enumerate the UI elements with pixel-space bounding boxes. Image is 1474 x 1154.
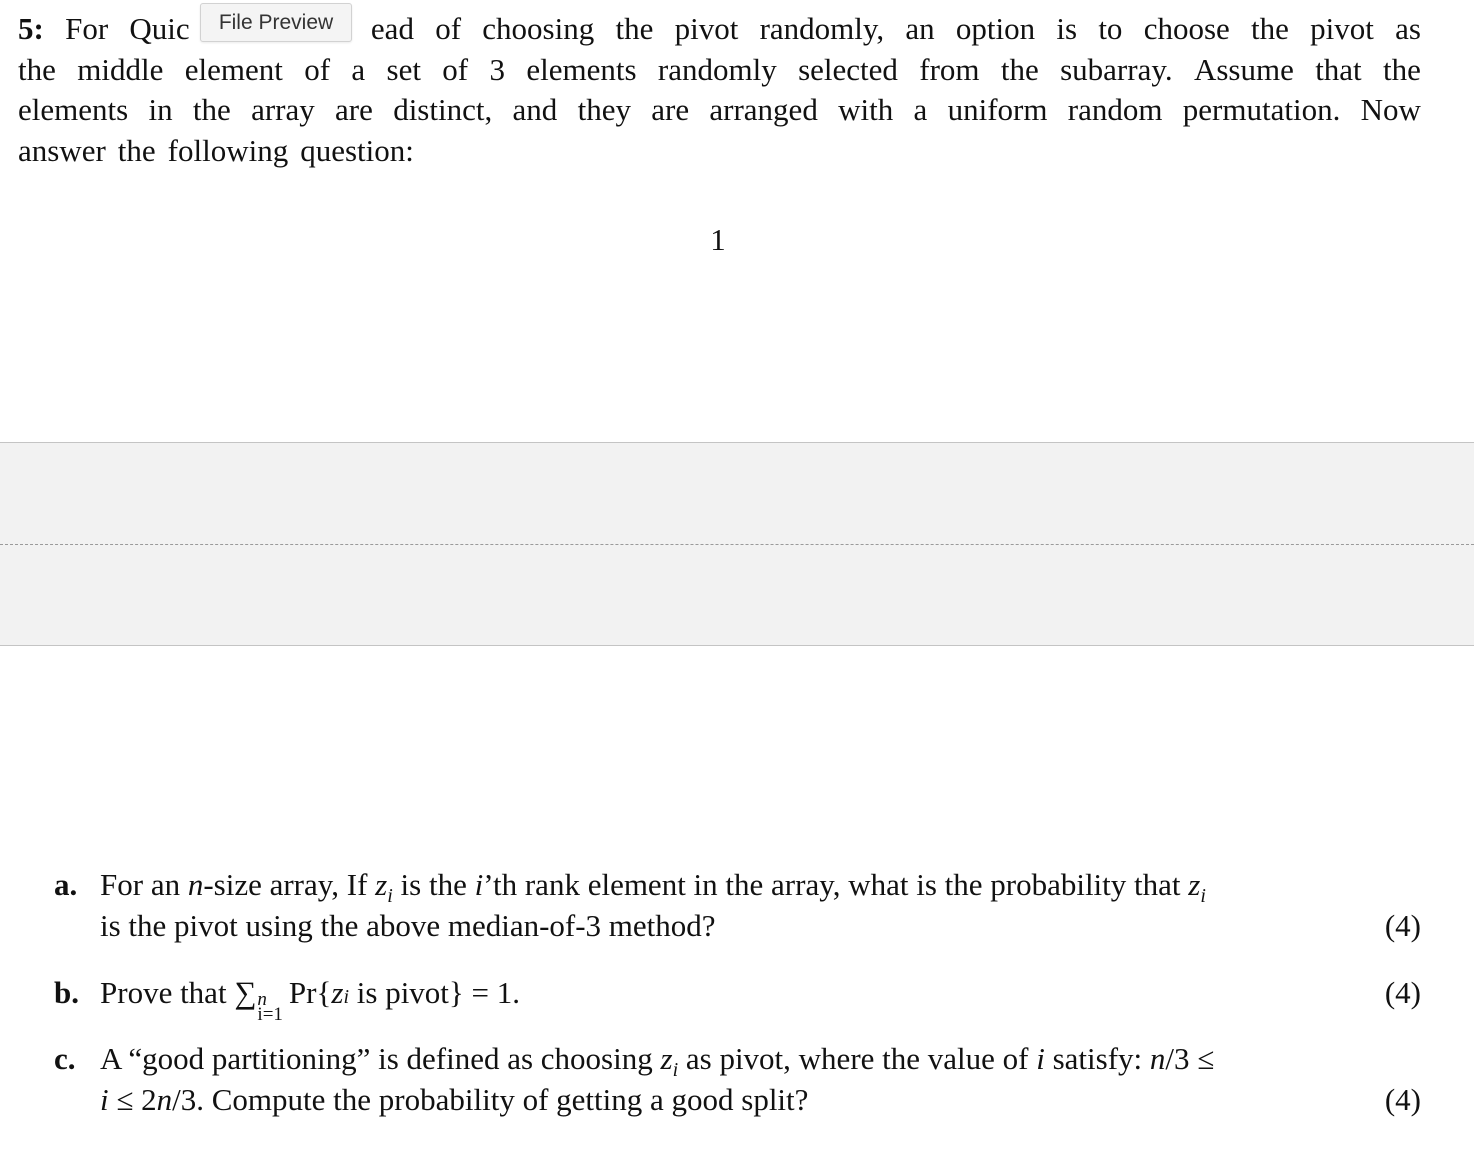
word: and xyxy=(512,92,558,127)
word: set xyxy=(386,51,421,87)
math-n: n xyxy=(187,867,204,902)
question-c-line-2 xyxy=(100,1082,1421,1123)
word: of xyxy=(442,51,469,87)
text: /3. Compute the probability of getting a good split? xyxy=(172,1082,809,1117)
question-c-marks: (4) xyxy=(1384,1082,1421,1117)
math-z: z xyxy=(1188,867,1201,902)
word: arranged xyxy=(709,92,818,127)
word: Quic xyxy=(129,11,190,46)
question-b-line xyxy=(100,975,1421,1025)
word: selected xyxy=(798,51,898,87)
page-break-gap xyxy=(0,442,1474,646)
word: the xyxy=(615,11,654,46)
word: middle xyxy=(77,51,164,87)
question-c-text-2 xyxy=(100,1082,808,1118)
text: A “good partitioning” is defined as choosing xyxy=(100,1041,661,1076)
math-z: z xyxy=(375,867,388,902)
text: -size array, If xyxy=(203,867,376,902)
word: subarray. xyxy=(1060,51,1173,87)
word: to xyxy=(1098,11,1123,46)
text: Pr{ xyxy=(288,975,332,1010)
math-sub-i: i xyxy=(343,986,350,1008)
word: following xyxy=(167,132,289,168)
text: satisfy: xyxy=(1044,1041,1150,1076)
math-sub-i: i xyxy=(672,1059,679,1082)
word: the xyxy=(192,92,231,127)
word: the xyxy=(18,51,56,87)
word: permutation. xyxy=(1182,92,1341,127)
word: from xyxy=(919,51,980,87)
text: is pivot} = 1. xyxy=(349,975,521,1010)
word: elements xyxy=(526,51,637,87)
word: randomly, xyxy=(759,11,885,46)
word: random xyxy=(1067,92,1163,127)
question-b-label: b. xyxy=(54,975,79,1010)
word: pivot xyxy=(1310,11,1374,46)
word: choosing xyxy=(482,11,595,46)
question-c-text-1 xyxy=(100,1041,1214,1082)
math-n: n xyxy=(156,1082,173,1117)
question-a xyxy=(54,867,1421,949)
question-a-marks: (4) xyxy=(1384,908,1421,943)
word: is xyxy=(1056,11,1078,46)
word: pivot xyxy=(674,11,739,46)
word: element xyxy=(184,51,283,87)
summation-limits xyxy=(257,989,283,1025)
question-b-text xyxy=(100,975,521,1025)
page-number: 1 xyxy=(710,222,726,257)
word: uniform xyxy=(947,92,1048,127)
word: the xyxy=(1000,51,1039,87)
problem-line-4 xyxy=(18,131,1421,172)
page-break-divider xyxy=(0,544,1474,545)
problem-line-2 xyxy=(18,50,1421,91)
word: the xyxy=(1383,51,1421,87)
word: array xyxy=(251,92,315,127)
word: Now xyxy=(1360,92,1421,127)
document-page-upper xyxy=(0,0,1474,442)
question-a-line-2 xyxy=(100,908,1421,949)
word: 3 xyxy=(489,51,505,87)
text: For an xyxy=(100,867,188,902)
word: the xyxy=(1251,11,1289,46)
word: ead xyxy=(370,11,414,46)
word: choose xyxy=(1143,11,1230,46)
text: ≤ 2 xyxy=(108,1082,157,1117)
file-preview-tooltip: File Preview xyxy=(200,3,352,42)
math-sub-i: i xyxy=(1200,885,1206,908)
word: a xyxy=(913,92,928,127)
question-a-text-2: is the pivot using the above median-of-3 method? xyxy=(100,908,716,943)
question-a-line-1 xyxy=(100,867,1421,908)
question-b-marks: (4) xyxy=(1384,975,1421,1010)
math-n: n xyxy=(1149,1041,1166,1076)
word: elements xyxy=(18,92,129,127)
text: is the xyxy=(392,867,475,902)
question-b xyxy=(54,975,1421,1025)
question-list xyxy=(54,867,1421,1123)
text: as pivot, where the value of xyxy=(678,1041,1037,1076)
word: that xyxy=(1315,51,1362,87)
word: Assume xyxy=(1193,51,1294,87)
word: randomly xyxy=(657,51,777,87)
math-z: z xyxy=(660,1041,673,1076)
text: Prove that xyxy=(100,975,235,1010)
word: question: xyxy=(300,132,414,168)
math-i: i xyxy=(1036,1041,1045,1076)
word: they xyxy=(577,92,631,127)
text: ’th rank element in the array, what is the probability that xyxy=(483,867,1189,902)
question-c-line-1 xyxy=(100,1041,1421,1082)
word: are xyxy=(651,92,690,127)
word: of xyxy=(304,51,331,87)
word: For xyxy=(65,11,109,46)
sum-lower: i=1 xyxy=(257,1004,283,1025)
math-i: i xyxy=(474,867,484,902)
sum-upper: n xyxy=(257,989,267,1010)
word: answer xyxy=(18,132,106,168)
word: of xyxy=(435,11,462,46)
question-c-label: c. xyxy=(54,1041,76,1076)
word: a xyxy=(351,51,366,87)
word: in xyxy=(148,92,173,127)
word: an xyxy=(905,11,935,46)
summation-symbol: ∑ xyxy=(234,975,257,1010)
math-z: z xyxy=(331,975,344,1010)
problem-number: 5: xyxy=(18,11,44,46)
question-a-label: a. xyxy=(54,867,78,902)
question-a-text-1 xyxy=(100,867,1206,908)
word: as xyxy=(1395,11,1421,46)
word: the xyxy=(117,132,156,168)
math-i: i xyxy=(100,1082,109,1117)
word: are xyxy=(335,92,373,127)
word: with xyxy=(838,92,894,127)
word: distinct, xyxy=(393,92,493,127)
question-c xyxy=(54,1041,1421,1123)
word: option xyxy=(955,11,1036,46)
problem-line-3 xyxy=(18,90,1421,131)
math-sub-i: i xyxy=(387,885,393,908)
text: /3 ≤ xyxy=(1165,1041,1215,1076)
